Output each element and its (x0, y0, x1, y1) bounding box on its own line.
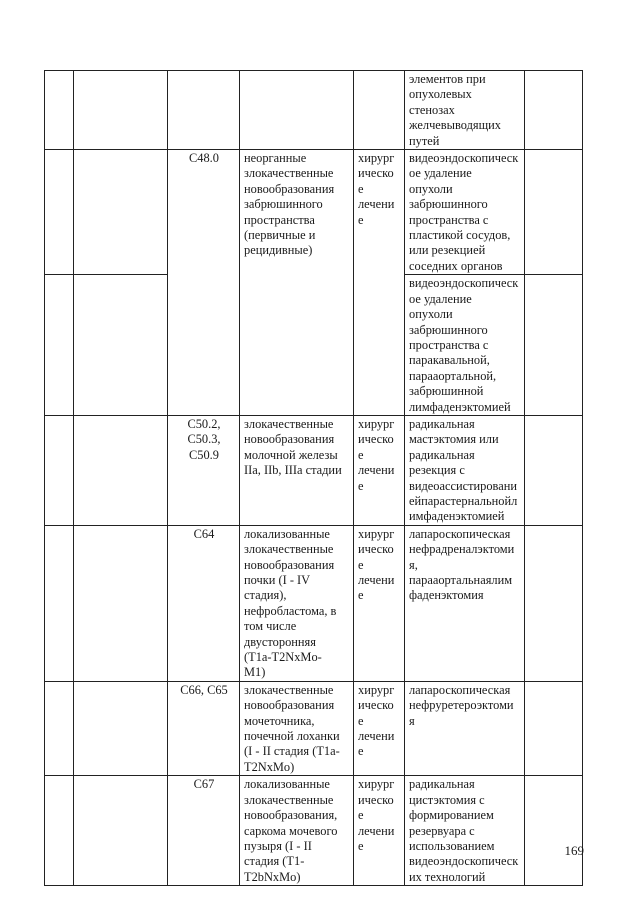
empty-cell (525, 415, 583, 525)
treatment-type-cell (354, 71, 405, 150)
diagnosis-cell: злокачественные новообразования мочеточника, почечной лоханки (I - II стадия (T1a- T2NxMo) (240, 681, 354, 775)
empty-cell (525, 525, 583, 681)
empty-cell (45, 525, 74, 681)
treatment-type-cell: хирург ическо е лечени е (354, 776, 405, 886)
treatment-type-cell: хирург ическо е лечени е (354, 415, 405, 525)
table-row (45, 681, 583, 775)
icd-code-cell: C66, C65 (168, 681, 240, 775)
table-row (45, 525, 583, 681)
empty-cell (525, 776, 583, 886)
method-cell: видеоэндоскопическ ое удаление опухоли забрюшинного пространства с пластикой сосудов, или резекцией соседних органов (405, 150, 525, 275)
diagnosis-cell (240, 71, 354, 150)
diagnosis-cell: злокачественные новообразования молочной железы IIa, IIb, IIIa стадии (240, 415, 354, 525)
page-number: 169 (564, 843, 584, 858)
empty-cell (45, 275, 74, 416)
method-cell: элементов при опухолевых стенозах желчевыводящих путей (405, 71, 525, 150)
treatment-type-cell: хирург ическо е лечени е (354, 681, 405, 775)
empty-cell (74, 415, 168, 525)
table-row (45, 71, 583, 150)
method-cell: лапароскопическая нефруретероэктоми я (405, 681, 525, 775)
method-cell: лапароскопическая нефрадреналэктоми я, парааортальнаялим фаденэктомия (405, 525, 525, 681)
diagnosis-cell: локализованные злокачественные новообразования, саркома мочевого пузыря (I - II стадия (T1- T2bNxMo) (240, 776, 354, 886)
empty-cell (45, 71, 74, 150)
treatment-type-cell: хирург ическо е лечени е (354, 150, 405, 416)
empty-cell (45, 415, 74, 525)
method-cell: видеоэндоскопическ ое удаление опухоли забрюшинного пространства с паракавальной, парааортальной, забрюшинной лимфаденэктомией (405, 275, 525, 416)
diagnosis-cell: неорганные злокачественные новообразования забрюшинного пространства (первичные и рецидивные) (240, 150, 354, 416)
treatment-type-cell: хирург ическо е лечени е (354, 525, 405, 681)
icd-code-cell (168, 71, 240, 150)
method-cell: радикальная мастэктомия или радикальная резекция с видеоассистировани ейпарастернальнойл имфаденэктомией (405, 415, 525, 525)
method-cell: радикальная цистэктомия с формированием резервуара с использованием видеоэндоскопическ их технологий (405, 776, 525, 886)
empty-cell (525, 681, 583, 775)
empty-cell (74, 275, 168, 416)
icd-code-cell: C48.0 (168, 150, 240, 416)
empty-cell (74, 150, 168, 275)
empty-cell (74, 525, 168, 681)
diagnosis-cell: локализованные злокачественные новообразования почки (I - IV стадия), нефробластома, в том числе двусторонняя (T1a-T2NxMo- M1) (240, 525, 354, 681)
empty-cell (45, 150, 74, 275)
icd-code-cell: C64 (168, 525, 240, 681)
table-row (45, 415, 583, 525)
empty-cell (525, 275, 583, 416)
empty-cell (45, 681, 74, 775)
icd-code-cell: C67 (168, 776, 240, 886)
empty-cell (74, 776, 168, 886)
table-row (45, 150, 583, 275)
empty-cell (74, 71, 168, 150)
table-row (45, 776, 583, 886)
empty-cell (74, 681, 168, 775)
empty-cell (45, 776, 74, 886)
empty-cell (525, 150, 583, 275)
procedures-table (44, 70, 583, 886)
icd-code-cell: C50.2, C50.3, C50.9 (168, 415, 240, 525)
empty-cell (525, 71, 583, 150)
